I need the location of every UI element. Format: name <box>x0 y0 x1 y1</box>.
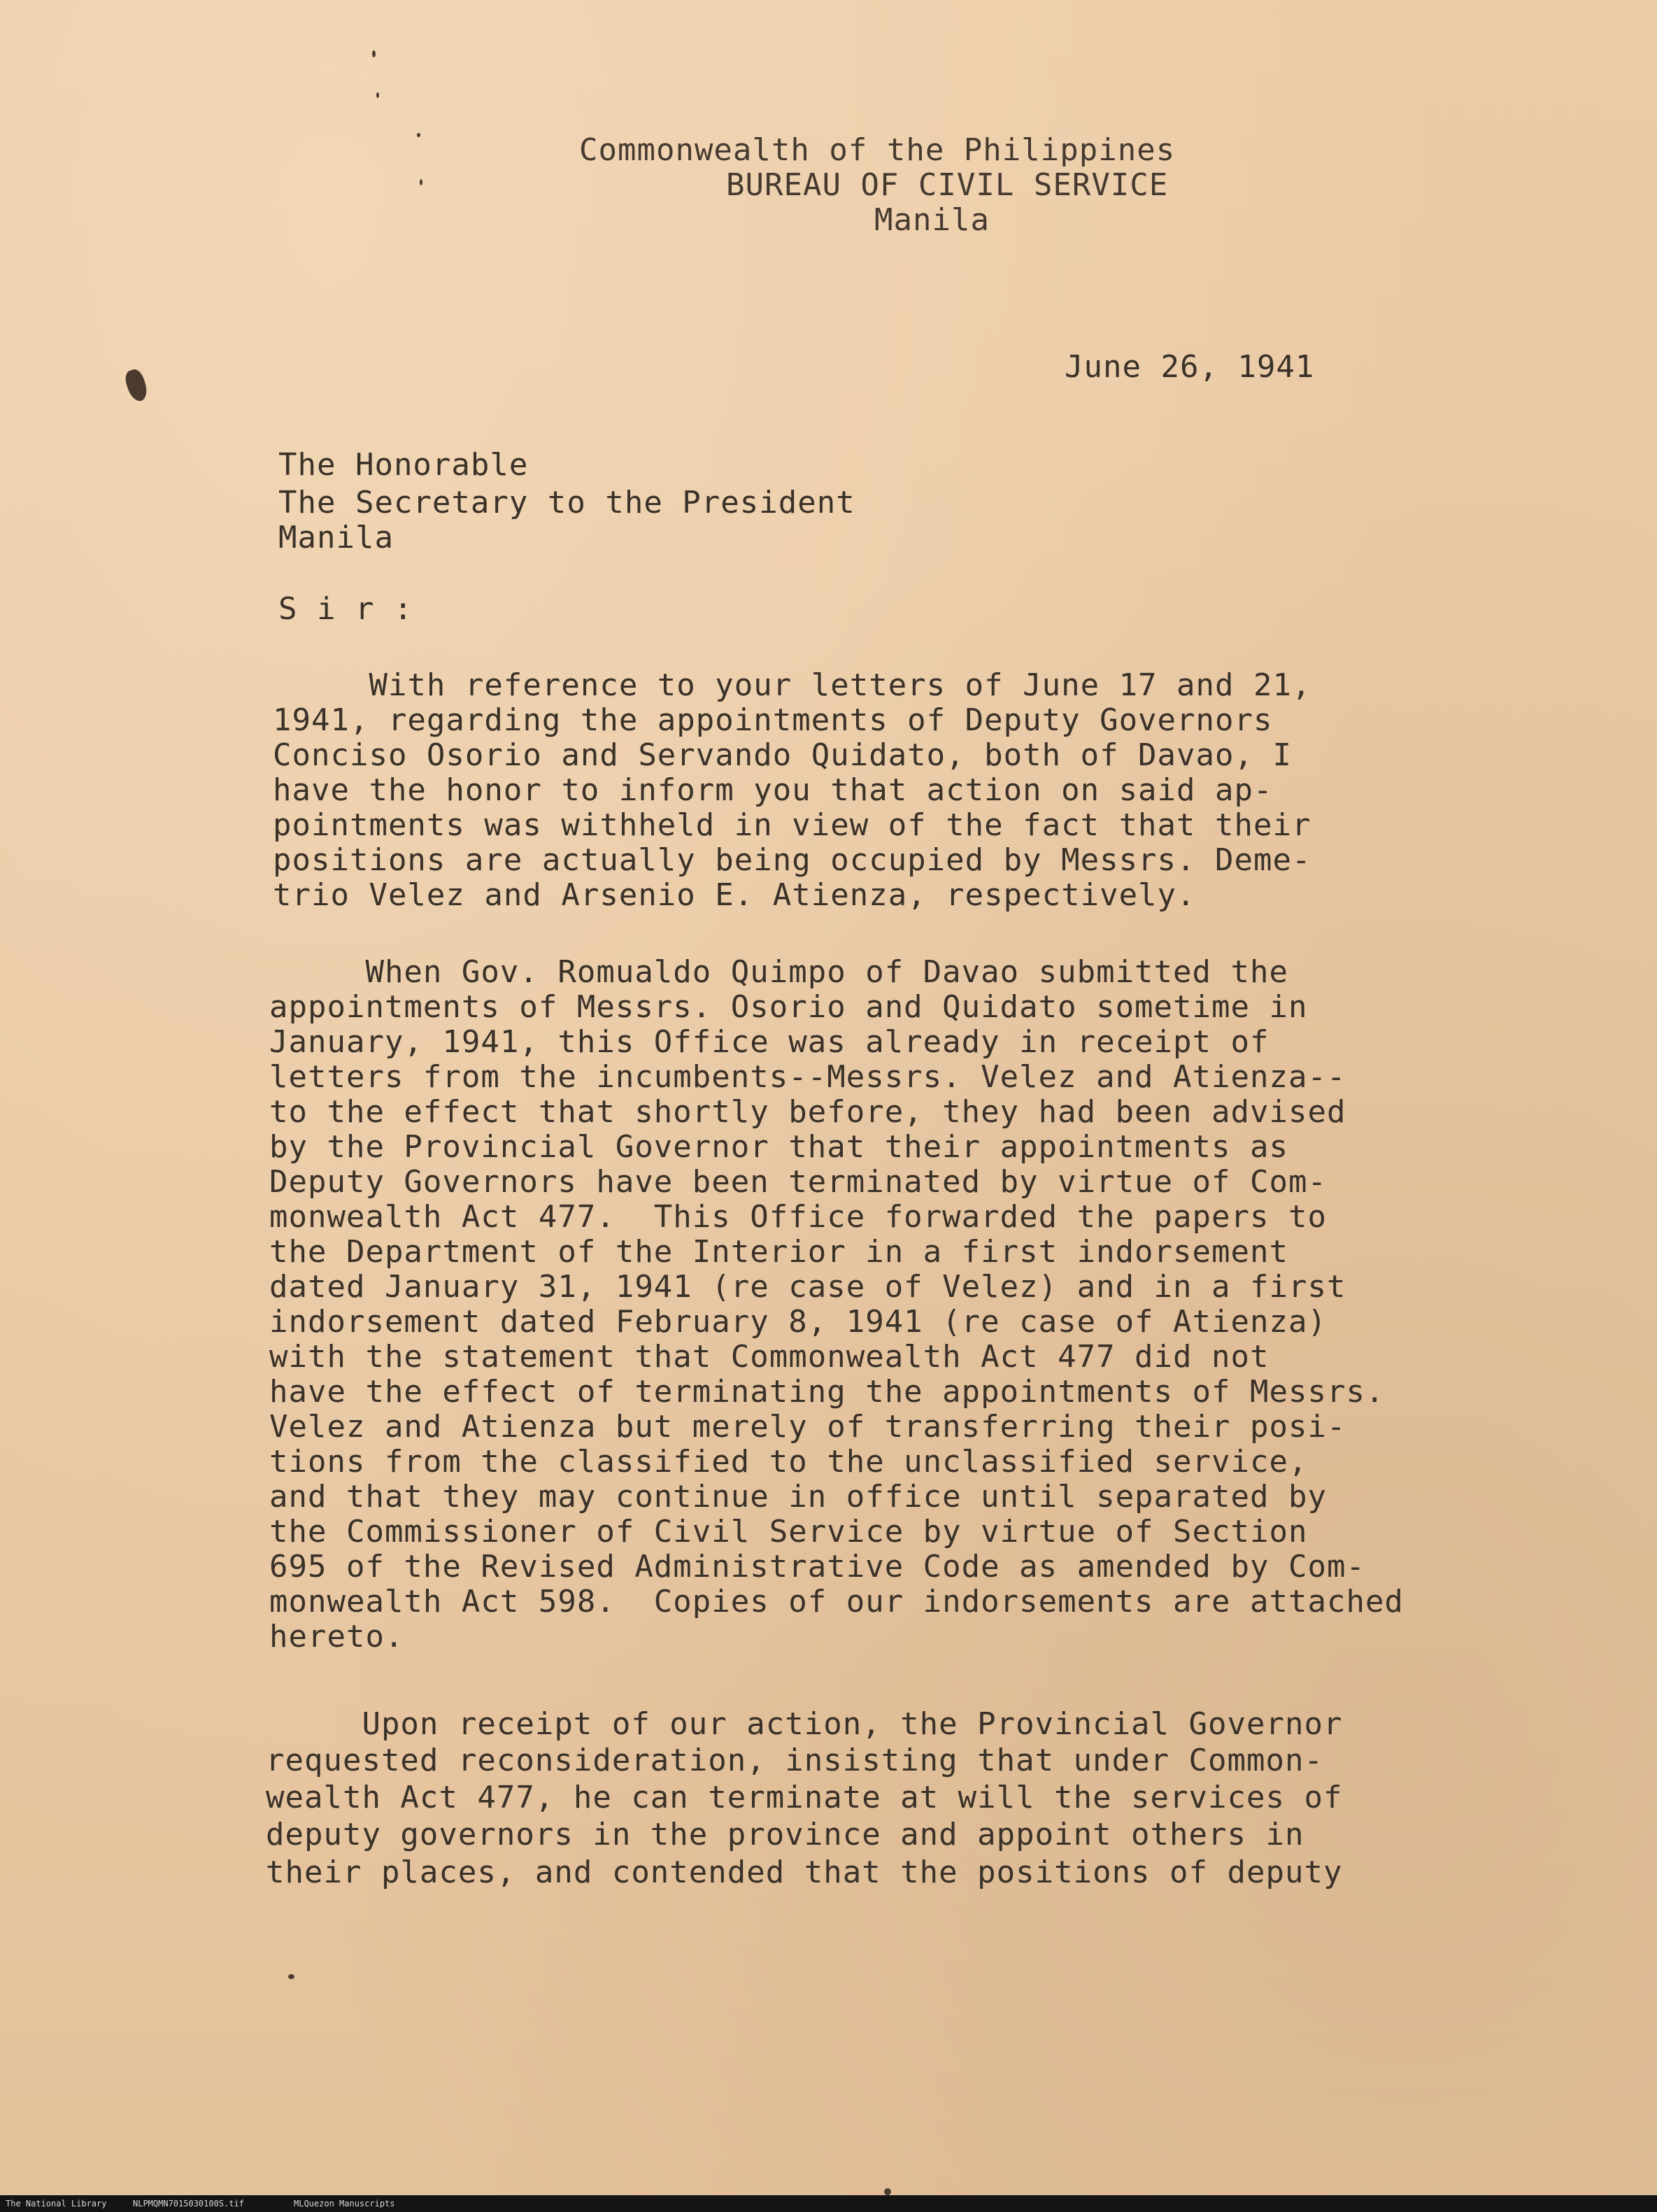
paragraph-line: tions from the classified to the unclassified service, <box>269 1444 1308 1480</box>
letter-date: June 26, 1941 <box>1065 349 1315 385</box>
paragraph-line: Conciso Osorio and Servando Quidato, both of Davao, I <box>273 737 1292 773</box>
paragraph-line: monwealth Act 477. This Office forwarded the papers to <box>269 1199 1327 1235</box>
footer-library: The National Library <box>6 2199 107 2209</box>
paragraph-line: With reference to your letters of June 17 and 21, <box>273 667 1311 703</box>
paragraph-line: monwealth Act 598. Copies of our indorsements are attached <box>269 1584 1404 1619</box>
addressee-line-3: Manila <box>278 520 394 555</box>
paragraph-line: trio Velez and Arsenio E. Atienza, respectively. <box>273 877 1196 913</box>
ink-dot <box>376 92 379 98</box>
letterhead-line-2: BUREAU OF CIVIL SERVICE <box>726 167 1169 203</box>
paragraph-line: indorsement dated February 8, 1941 (re case of Atienza) <box>269 1304 1327 1340</box>
footer-file: NLPMQMN7015030100S.tif <box>133 2199 244 2209</box>
paragraph-line: Upon receipt of our action, the Provincial Governor <box>266 1706 1343 1742</box>
paragraph-line: have the honor to inform you that action on said ap- <box>273 772 1273 808</box>
letterhead-line-1: Commonwealth of the Philippines <box>579 132 1176 168</box>
paragraph-line: wealth Act 477, he can terminate at will the services of <box>266 1780 1343 1815</box>
letterhead-line-3: Manila <box>874 202 990 238</box>
addressee-line-2: The Secretary to the President <box>278 485 855 520</box>
paragraph-line: and that they may continue in office until separated by <box>269 1479 1327 1515</box>
paragraph-line: with the statement that Commonwealth Act 477 did not <box>269 1339 1270 1375</box>
paragraph-line: 1941, regarding the appointments of Deputy Governors <box>273 702 1273 738</box>
archive-footer <box>0 2195 1657 2212</box>
paragraph-line: the Department of the Interior in a first indorsement <box>269 1234 1288 1270</box>
paragraph-line: their places, and contended that the positions of deputy <box>266 1855 1343 1890</box>
paragraph-line: have the effect of terminating the appointments of Messrs. <box>269 1374 1385 1410</box>
paragraph-line: dated January 31, 1941 (re case of Velez) and in a first <box>269 1269 1346 1305</box>
paragraph-line: requested reconsideration, insisting that under Common- <box>266 1743 1323 1778</box>
paragraph-line: by the Provincial Governor that their appointments as <box>269 1129 1288 1165</box>
paragraph-line: appointments of Messrs. Osorio and Quidato sometime in <box>269 989 1308 1025</box>
paragraph-line: hereto. <box>269 1619 404 1654</box>
ink-mark <box>123 367 150 404</box>
paragraph-line: the Commissioner of Civil Service by virtue of Section <box>269 1514 1308 1550</box>
ink-dot <box>372 50 376 57</box>
paragraph-line: deputy governors in the province and appoint others in <box>266 1817 1304 1852</box>
paragraph-line: Velez and Atienza but merely of transferring their posi- <box>269 1409 1346 1445</box>
paragraph-line: pointments was withheld in view of the fact that their <box>273 807 1311 843</box>
paragraph-line: to the effect that shortly before, they had been advised <box>269 1094 1346 1130</box>
salutation: S i r : <box>278 591 413 627</box>
ink-dot <box>420 179 422 185</box>
paragraph-line: Deputy Governors have been terminated by virtue of Com- <box>269 1164 1327 1200</box>
footer-collection: MLQuezon Manuscripts <box>294 2199 395 2209</box>
ink-dot <box>417 133 420 137</box>
paragraph-line: positions are actually being occupied by Messrs. Deme- <box>273 842 1311 878</box>
paragraph-line: letters from the incumbents--Messrs. Velez and Atienza-- <box>269 1059 1346 1095</box>
ink-dot <box>288 1974 294 1979</box>
paragraph-line: 695 of the Revised Administrative Code as amended by Com- <box>269 1549 1365 1584</box>
addressee-line-1: The Honorable <box>278 447 529 483</box>
paragraph-line: When Gov. Romualdo Quimpo of Davao submitted the <box>269 954 1288 990</box>
ink-dot <box>884 2188 891 2195</box>
paragraph-line: January, 1941, this Office was already in receipt of <box>269 1024 1270 1060</box>
